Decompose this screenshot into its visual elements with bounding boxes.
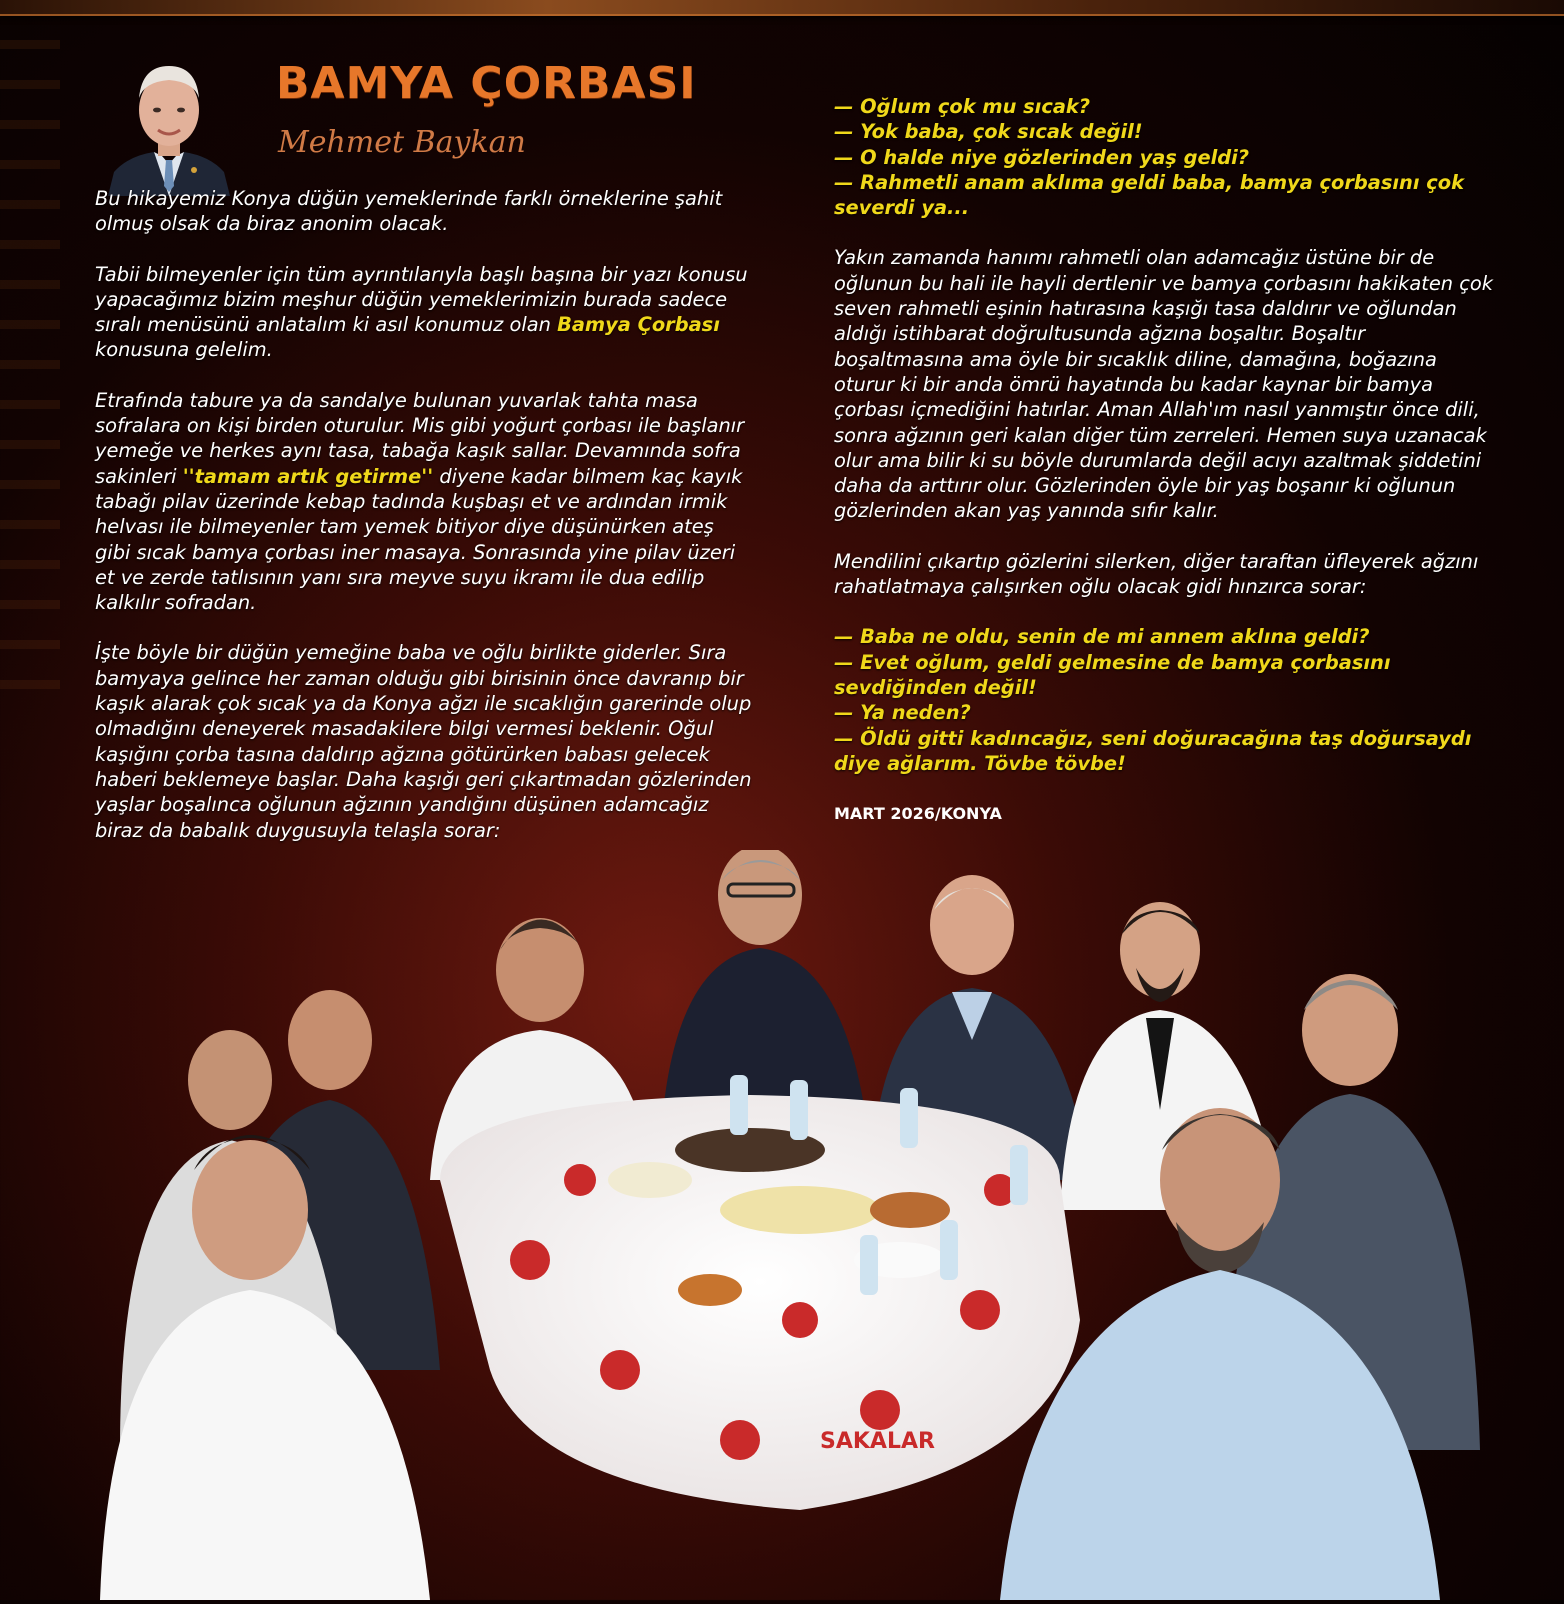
dialog-line: — Evet oğlum, geldi gelmesine de bamya çorbasını sevdiğinden değil! bbox=[834, 650, 1391, 699]
tablecloth-brand-text: SAKALAR bbox=[820, 1429, 935, 1454]
author-portrait bbox=[108, 60, 230, 196]
bamya-corbasi-highlight: Bamya Çorbası bbox=[557, 313, 720, 337]
group-dinner-photo bbox=[100, 850, 1480, 1600]
dialog-block-2 bbox=[834, 624, 1494, 776]
paragraph-5: Yakın zamanda hanımı rahmetli olan adamcağız üstüne bir de oğlunun bu hali ile hayli dertlenir ve bamya çorbasını hakikaten çok seven rahmetli eşinin hatırasına kaşığı tasa daldırır ve oğlundan aldığı istihbarat doğrultusunda ağzına boşaltır. Boşaltır boşaltmasına ama öyle bir sıcaklık diline, damağına, boğazına oturur ki bir anda ömrü hayatında bu kadar kaynar bir bamya çorbası içmediğini hatırlar. Aman Allah'ım nasıl yanmıştır önce dili, sonra ağzının geri kalan diğer tüm zerreleri. Hemen suya uzanacak olur ama bilir ki su böyle durumlarda değil acıyı azaltmak şiddetini daha da arttırır olur. Gözlerinden öyle bir yaş boşanır ki oğlunun gözlerinden akan yaş yanında sıfır kalır. bbox=[834, 246, 1493, 523]
top-decorative-border bbox=[0, 0, 1564, 16]
paragraph-3: Etrafında tabure ya da sandalye bulunan yuvarlak tahta masa sofralara on kişi birden oturulur. Mis gibi yoğurt çorbası ile başlanır yemeğe ve herkes aynı tasa, tabağa kaşık sallar. Devamında sofra sakinleri ''tamam artık getirme'' diyene kadar bilmem kaç kayık tabağı pilav üzerinde kebap tadında kuşbaşı et ve ardından irmik helvası ile bilmeyenler tam yemek bitiyor diye düşünürken ateş gibi sıcak bamya çorbası iner masaya. Sonrasında yine pilav üzeri et ve zerde tatlısının yanı sıra meyve suyu ikramı ile dua edilip kalkılır sofradan. bbox=[95, 388, 745, 615]
paragraph-4: İşte böyle bir düğün yemeğine baba ve oğlu birlikte giderler. Sıra bamyaya gelince her zaman olduğu gibi birisinin önce davranıp bir kaşık alarak çok sıcak ya da Konya ağzı ile sıcaklığın garerinde olup olmadığını deneyerek masadakilere bilgi vermesi beklenir. Oğul kaşığını çorba tasına daldırıp ağzına götürürken babası gelecek haberi beklemeye başlar. Daha kaşığı geri çıkartmadan gözlerinden yaşlar boşalınca oğlunun ağzının yandığını düşünen adamcağız biraz da babalık duygusuyla telaşla sorar: bbox=[95, 641, 752, 842]
dialog-line: — Rahmetli anam aklıma geldi baba, bamya çorbasını çok severdi ya... bbox=[834, 170, 1464, 220]
article-title: BAMYA ÇORBASI bbox=[276, 58, 697, 109]
author-signature: Mehmet Baykan bbox=[278, 125, 526, 160]
paragraph-1: Bu hikayemiz Konya düğün yemeklerinde farklı örneklerine şahit olmuş olsak da biraz anonim olacak. bbox=[95, 187, 723, 236]
tamam-artik-getirme-highlight: ''tamam artık getirme'' bbox=[182, 464, 434, 488]
dialog-line: — Yok baba, çok sıcak değil! bbox=[834, 120, 1143, 144]
dialog-block-1 bbox=[834, 94, 1494, 220]
dialog-line: — Ya neden? bbox=[834, 701, 971, 725]
dialog-line: — Oğlum çok mu sıcak? bbox=[834, 95, 1091, 118]
paragraph-6: Mendilini çıkartıp gözlerini silerken, diğer taraftan üfleyerek ağzını rahatlatmaya çalışırken oğlu olacak gidi hınzırca sorar: bbox=[834, 549, 1479, 599]
round-table bbox=[440, 1075, 1080, 1510]
dialog-line: — O halde niye gözlerinden yaş geldi? bbox=[834, 145, 1250, 169]
left-text-column bbox=[95, 186, 755, 868]
dateline: MART 2026/KONYA bbox=[834, 804, 1002, 824]
dialog-line: — Baba ne oldu, senin de mi annem aklına geldi? bbox=[834, 625, 1370, 649]
dialog-line: — Öldü gitti kadıncağız, seni doğuracağına taş doğursaydı diye ağlarım. Tövbe tövbe! bbox=[834, 726, 1472, 775]
paragraph-2: Tabii bilmeyenler için tüm ayrıntılarıyla başlı başına bir yazı konusu yapacağımız bizim meşhur düğün yemeklerimizin burada sadece sıralı menüsünü anlatalım ki asıl konumuz olan Bamya Çorbası konusuna gelelim. bbox=[95, 262, 748, 362]
right-text-column bbox=[834, 94, 1494, 826]
left-decorative-texture bbox=[0, 40, 60, 700]
